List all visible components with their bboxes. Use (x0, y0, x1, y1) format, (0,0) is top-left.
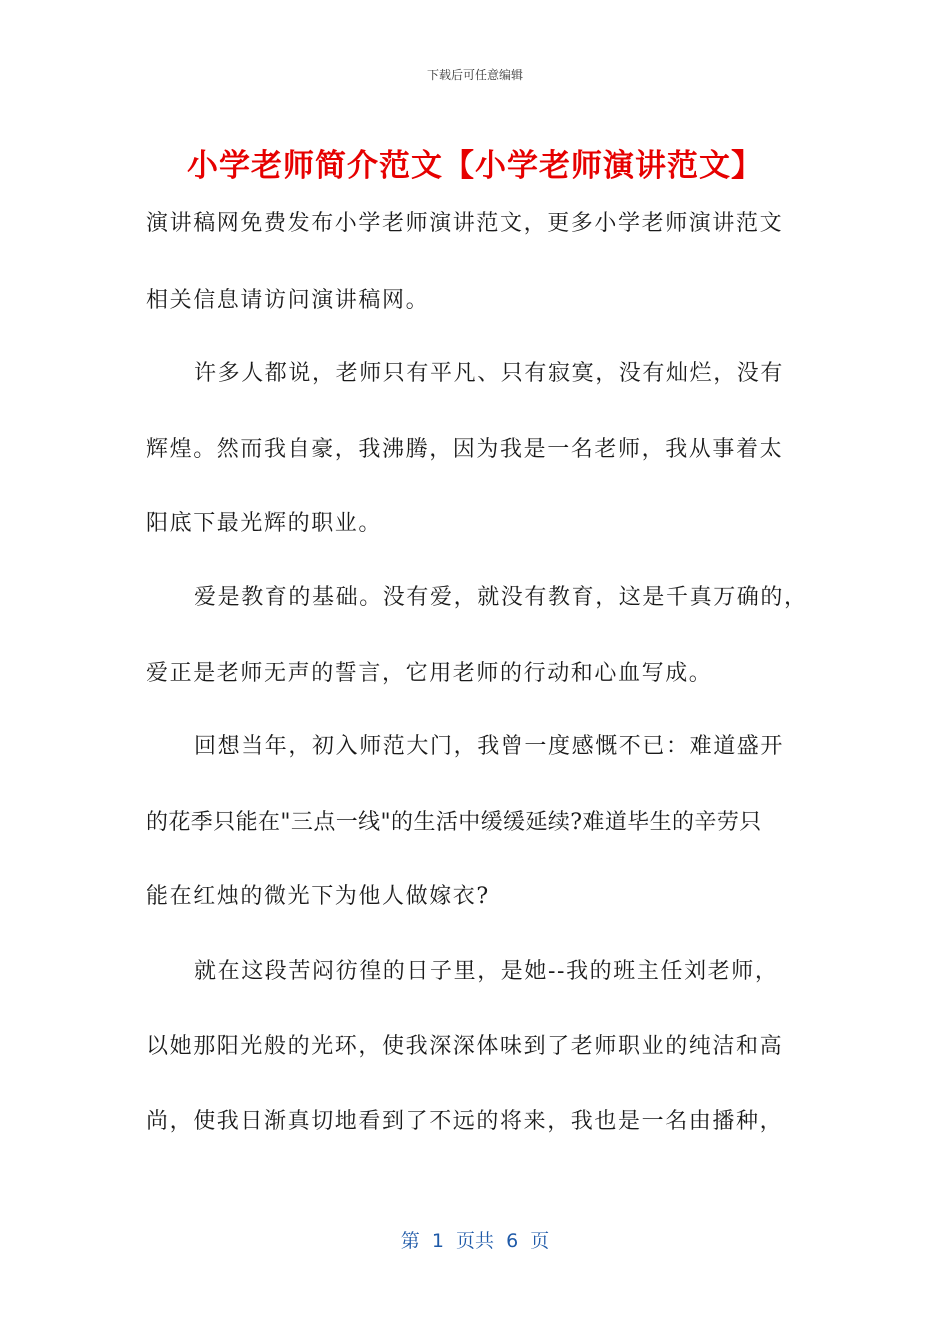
body-line: 回想当年，初入师范大门，我曾一度感慨不已：难道盛开 (194, 734, 785, 759)
body-line: 相关信息请访问演讲稿网。 (146, 288, 430, 313)
body-line: 爱正是老师无声的誓言，它用老师的行动和心血写成。 (146, 661, 713, 686)
body-line: 爱是教育的基础。没有爱，就没有教育，这是千真万确的， (194, 585, 808, 610)
body-line: 的花季只能在"三点一线"的生活中缓缓延续?难道毕生的辛劳只 (146, 810, 762, 835)
body-line: 尚，使我日渐真切地看到了不远的将来，我也是一名由播种， (146, 1109, 784, 1134)
body-line: 阳底下最光辉的职业。 (146, 511, 383, 536)
body-line: 许多人都说，老师只有平凡、只有寂寞，没有灿烂，没有 (194, 361, 785, 386)
page-number-footer: 第 1 页共 6 页 (400, 1230, 550, 1252)
body-line: 能在红烛的微光下为他人做嫁衣? (146, 884, 490, 909)
header-note: 下载后可任意编辑 (426, 68, 523, 82)
document-title: 小学老师简介范文【小学老师演讲范文】 (187, 148, 763, 184)
body-line: 就在这段苦闷彷徨的日子里，是她--我的班主任刘老师， (194, 959, 779, 984)
body-line: 辉煌。然而我自豪，我沸腾，因为我是一名老师，我从事着太 (146, 437, 784, 462)
body-line: 演讲稿网免费发布小学老师演讲范文，更多小学老师演讲范文 (146, 211, 784, 236)
body-line: 以她那阳光般的光环，使我深深体味到了老师职业的纯洁和高 (146, 1034, 784, 1059)
